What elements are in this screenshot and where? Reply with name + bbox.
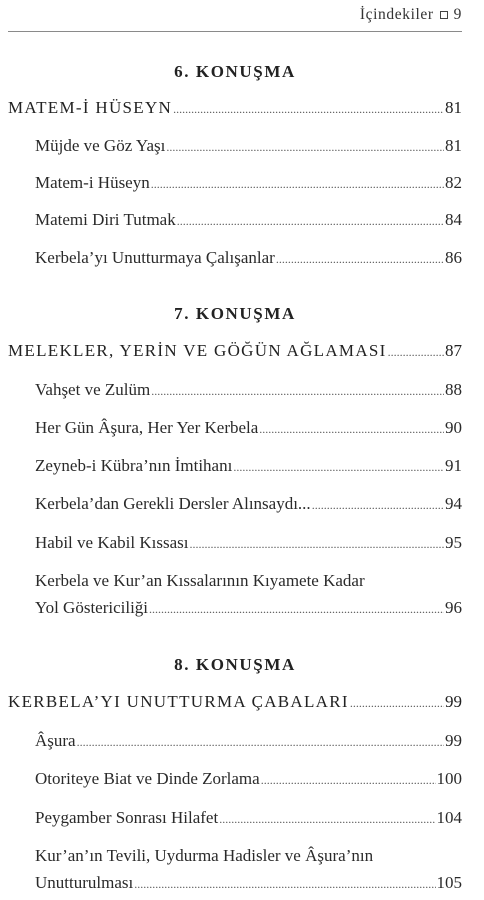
toc-entry-title: Habil ve Kabil Kıssası <box>35 533 189 552</box>
toc-entry-title: Âşura <box>35 731 76 750</box>
toc-entry-title: Matem-i Hüseyn <box>35 173 150 192</box>
toc-entry[interactable] <box>35 136 462 156</box>
toc-entry[interactable] <box>35 418 462 438</box>
toc-page-number: 81 <box>445 136 462 155</box>
toc-page-number: 87 <box>445 341 462 360</box>
header-rule <box>8 31 462 32</box>
toc-chapter-entry[interactable] <box>8 341 462 361</box>
toc-page-number: 88 <box>445 380 462 399</box>
toc-page-number: 99 <box>445 692 462 711</box>
leader-dots <box>177 210 444 230</box>
toc-entry[interactable] <box>35 248 462 268</box>
toc-entry[interactable] <box>35 533 462 553</box>
toc-entry[interactable] <box>35 173 462 193</box>
leader-dots <box>219 808 435 828</box>
toc-page-number: 95 <box>445 533 462 552</box>
running-head-title: İçindekiler <box>359 6 434 23</box>
leader-dots <box>173 98 444 118</box>
toc-page-number: 104 <box>436 808 462 827</box>
toc-chapter-entry[interactable] <box>8 98 462 118</box>
toc-page-number: 91 <box>445 456 462 475</box>
toc-entry-title: Otoriteye Biat ve Dinde Zorlama <box>35 769 260 788</box>
leader-dots <box>166 136 444 156</box>
section-heading: 7. KONUŞMA <box>174 304 296 323</box>
toc-entry-title: Peygamber Sonrası Hilafet <box>35 808 219 827</box>
square-separator-icon <box>440 11 448 19</box>
toc-page-number: 94 <box>445 494 462 513</box>
leader-dots <box>388 341 444 361</box>
running-head <box>360 6 462 24</box>
toc-entry[interactable] <box>35 456 462 476</box>
toc-entry-title: Matemi Diri Tutmak <box>35 210 176 229</box>
leader-dots <box>312 494 444 514</box>
toc-entry-title: Her Gün Âşura, Her Yer Kerbela <box>35 418 259 437</box>
leader-dots <box>134 873 435 893</box>
toc-entry-title: Zeyneb-i Kübra’nın İmtihanı <box>35 456 233 475</box>
toc-entry-title: Kerbela’yı Unutturmaya Çalışanlar <box>35 248 275 267</box>
leader-dots <box>259 418 444 438</box>
toc-entry[interactable] <box>35 598 462 618</box>
leader-dots <box>261 769 436 789</box>
toc-page-number: 82 <box>445 173 462 192</box>
toc-entry[interactable] <box>35 808 462 828</box>
toc-entry-title-line1[interactable]: Kur’an’ın Tevili, Uydurma Hadisler ve Âşura’nın <box>35 846 374 865</box>
toc-entry[interactable] <box>35 210 462 230</box>
toc-entry[interactable] <box>35 380 462 400</box>
toc-entry[interactable] <box>35 494 462 514</box>
leader-dots <box>233 456 444 476</box>
toc-page-number: 99 <box>445 731 462 750</box>
leader-dots <box>189 533 444 553</box>
leader-dots <box>149 598 444 618</box>
leader-dots <box>151 173 444 193</box>
toc-page-number: 81 <box>445 98 462 117</box>
toc-page-number: 84 <box>445 210 462 229</box>
toc-chapter-title: MELEKLER, YERİN VE GÖĞÜN AĞLAMASI <box>8 341 387 360</box>
toc-entry[interactable] <box>35 873 462 893</box>
leader-dots <box>77 731 444 751</box>
toc-page-number: 86 <box>445 248 462 267</box>
toc-page-number: 100 <box>436 769 462 788</box>
leader-dots <box>151 380 444 400</box>
running-head-page-number: 9 <box>453 6 462 23</box>
toc-page-number: 96 <box>445 598 462 617</box>
section-heading: 8. KONUŞMA <box>174 655 296 674</box>
leader-dots <box>276 248 444 268</box>
toc-chapter-title: MATEM-İ HÜSEYN <box>8 98 173 117</box>
toc-entry-title: Müjde ve Göz Yaşı <box>35 136 166 155</box>
section-heading: 6. KONUŞMA <box>174 62 296 81</box>
toc-page-number: 90 <box>445 418 462 437</box>
toc-entry-title: Kerbela’dan Gerekli Dersler Alınsaydı... <box>35 494 311 513</box>
toc-chapter-entry[interactable] <box>8 692 462 712</box>
toc-entry-title: Unutturulması <box>35 873 134 892</box>
toc-page-number: 105 <box>436 873 462 892</box>
toc-entry-title: Yol Göstericiliği <box>35 598 149 617</box>
toc-entry[interactable] <box>35 769 462 789</box>
toc-entry[interactable] <box>35 731 462 751</box>
toc-entry-title: Vahşet ve Zulüm <box>35 380 151 399</box>
toc-entry-title-line1[interactable]: Kerbela ve Kur’an Kıssalarının Kıyamete Kadar <box>35 571 365 590</box>
leader-dots <box>350 692 444 712</box>
toc-chapter-title: KERBELA’YI UNUTTURMA ÇABALARI <box>8 692 349 711</box>
